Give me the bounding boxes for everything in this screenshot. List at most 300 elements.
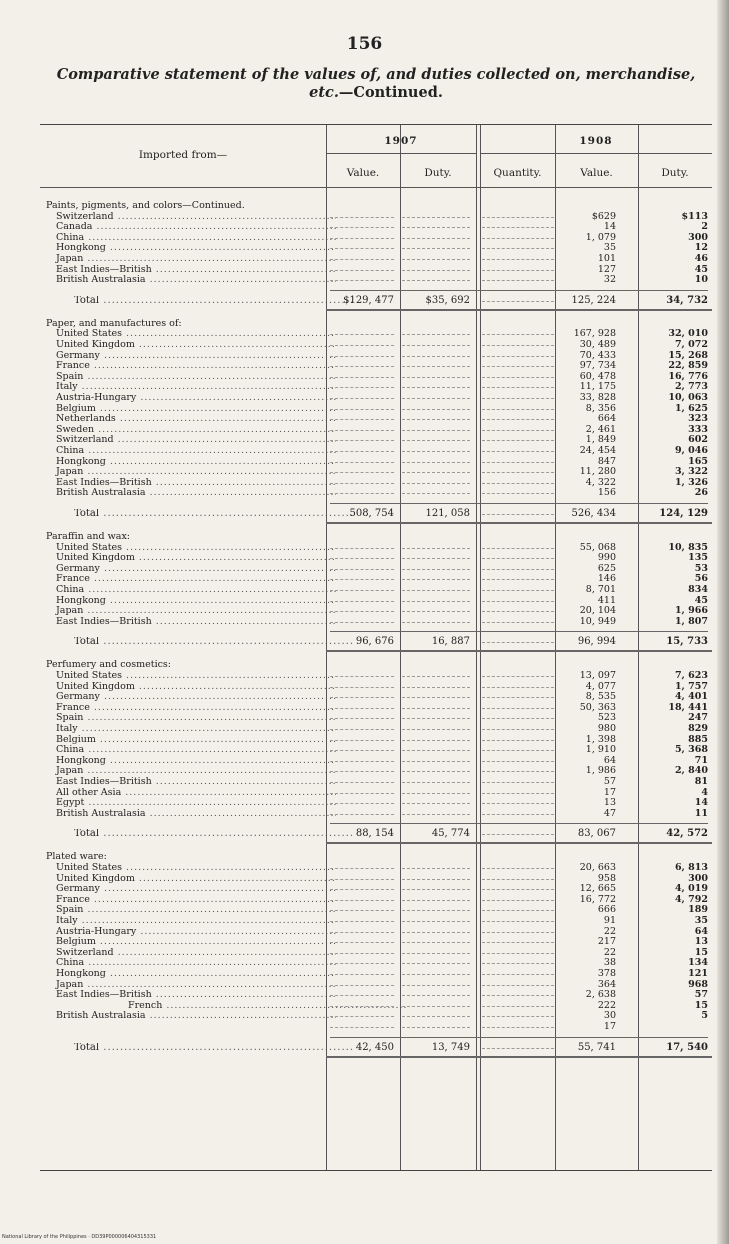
empty-cell-leader xyxy=(482,735,554,741)
table-row xyxy=(40,905,712,915)
empty-cell-leader xyxy=(402,351,470,357)
row-label: Italy ..... xyxy=(48,916,336,926)
duty-1908: 16, 776 xyxy=(668,370,708,382)
row-label: British Australasia ..... xyxy=(48,1011,336,1021)
empty-cell-leader xyxy=(482,969,554,975)
empty-cell-leader xyxy=(330,222,394,228)
section-title xyxy=(40,201,712,211)
row-label: British Australasia ..... xyxy=(48,809,336,819)
value-1908: 20, 104 xyxy=(579,605,616,617)
row-label xyxy=(48,1022,336,1032)
empty-cell-leader xyxy=(482,265,554,271)
row-label: Switzerland ..... xyxy=(48,948,336,958)
section-title-text: Paraffin and wax: xyxy=(46,531,130,542)
empty-cell-leader xyxy=(402,372,470,378)
empty-cell-leader xyxy=(330,798,394,804)
duty-1908: 1, 966 xyxy=(674,605,708,617)
row-label: Switzerland ..... xyxy=(48,435,336,445)
row-label: Netherlands ..... xyxy=(48,414,336,424)
table-row xyxy=(40,254,712,264)
empty-cell-leader xyxy=(402,766,470,772)
total-rule xyxy=(330,823,708,824)
title-continued: —Continued. xyxy=(338,84,443,101)
title-line-1: Comparative statement of the values of, and duties collected on, merchandise, xyxy=(56,66,696,83)
empty-cell-leader xyxy=(482,809,554,815)
duty-1908: 4, 019 xyxy=(674,883,708,895)
empty-cell-leader xyxy=(482,916,554,922)
empty-cell-leader xyxy=(330,948,394,954)
empty-cell-leader xyxy=(482,884,554,890)
table-row xyxy=(40,766,712,776)
table-row xyxy=(40,713,712,723)
empty-cell-leader xyxy=(330,329,394,335)
table-row xyxy=(40,543,712,553)
empty-cell-leader xyxy=(482,617,554,623)
title-line-2 xyxy=(40,84,712,102)
empty-cell-leader xyxy=(402,606,470,612)
empty-cell-leader xyxy=(402,275,470,281)
empty-cell-leader xyxy=(402,927,470,933)
empty-cell-leader xyxy=(330,745,394,751)
total-double-rule xyxy=(326,650,712,652)
value-1908: 146 xyxy=(597,573,616,585)
empty-cell-leader xyxy=(482,446,554,452)
duty-1908: 45 xyxy=(694,263,708,275)
empty-cell-leader xyxy=(402,948,470,954)
empty-cell-leader xyxy=(402,969,470,975)
empty-cell-leader xyxy=(482,703,554,709)
empty-cell-leader xyxy=(330,1011,394,1017)
empty-cell-leader xyxy=(330,703,394,709)
empty-cell-leader xyxy=(330,275,394,281)
duty-1908: 26 xyxy=(694,487,708,499)
empty-cell-leader xyxy=(330,351,394,357)
empty-cell-leader xyxy=(482,895,554,901)
row-label: Japan ..... xyxy=(48,606,336,616)
section-title xyxy=(40,852,712,862)
row-label: France ..... xyxy=(48,703,336,713)
duty-1908: 121 xyxy=(688,968,708,979)
value-1908-total: 55, 741 xyxy=(577,1041,616,1053)
empty-cell-leader xyxy=(330,927,394,933)
empty-cell-leader xyxy=(402,340,470,346)
empty-cell-leader xyxy=(330,863,394,869)
empty-cell-leader xyxy=(330,564,394,570)
empty-cell-leader xyxy=(330,488,394,494)
empty-cell-leader xyxy=(402,990,470,996)
empty-cell-leader xyxy=(402,265,470,271)
row-label: Japan ..... xyxy=(48,254,336,264)
row-label: British Australasia ..... xyxy=(48,275,336,285)
row-label: Spain ..... xyxy=(48,372,336,382)
row-label: France ..... xyxy=(48,574,336,584)
row-label: China ..... xyxy=(48,585,336,595)
section-title-text: Perfumery and cosmetics: xyxy=(46,659,172,671)
empty-cell-leader xyxy=(330,1022,394,1028)
row-label: Italy ..... xyxy=(48,724,336,734)
row-label: Germany ..... xyxy=(48,692,336,702)
empty-cell-leader xyxy=(402,937,470,943)
empty-cell-leader xyxy=(330,212,394,218)
empty-cell-leader xyxy=(482,478,554,484)
duty-1908: 10 xyxy=(694,274,708,286)
row-label: Canada ..... xyxy=(48,222,336,232)
value-1908: 364 xyxy=(597,978,616,990)
comparative-statement-table xyxy=(40,124,712,1171)
empty-cell-leader xyxy=(330,969,394,975)
empty-cell-leader xyxy=(402,863,470,869)
duty-1908: 247 xyxy=(688,712,708,724)
empty-cell-leader xyxy=(402,243,470,249)
empty-cell-leader xyxy=(402,596,470,602)
duty-1908-total: 17, 540 xyxy=(666,1041,708,1053)
value-1908: 70, 433 xyxy=(579,349,616,361)
duty-1908: 81 xyxy=(694,776,708,787)
value-1908: 1, 398 xyxy=(585,733,616,745)
duty-1908: 834 xyxy=(688,584,708,595)
row-label: Hongkong ..... xyxy=(48,596,336,606)
duty-1908: 64 xyxy=(694,925,708,937)
empty-cell-leader xyxy=(330,713,394,719)
value-1908: 411 xyxy=(597,594,616,606)
table-row xyxy=(40,874,712,884)
empty-cell-leader xyxy=(330,682,394,688)
empty-cell-leader xyxy=(482,777,554,783)
total-rule xyxy=(330,631,708,632)
empty-cell-leader xyxy=(482,393,554,399)
header-quantity-1908: Quantity. xyxy=(493,167,542,179)
total-label: Total ..... xyxy=(48,509,354,519)
row-label: Germany ..... xyxy=(48,351,336,361)
row-label: East Indies—British ..... xyxy=(48,777,336,787)
table-row xyxy=(40,435,712,445)
empty-cell-leader xyxy=(482,980,554,986)
value-1908: 24, 454 xyxy=(579,445,616,456)
header-year-1908: 1908 xyxy=(579,135,613,147)
empty-cell-leader xyxy=(402,798,470,804)
value-1908: 14 xyxy=(603,221,616,233)
footer-attribution: National Library of the Philippines · DD39P000006404315331 xyxy=(2,1234,157,1240)
page-edge-shadow xyxy=(717,0,729,1244)
row-label: Switzerland ..... xyxy=(48,212,336,222)
table-row xyxy=(40,948,712,958)
value-1907-total: 42, 450 xyxy=(355,1041,394,1053)
empty-cell-leader xyxy=(482,543,554,549)
duty-1908: $113 xyxy=(681,210,708,222)
value-1908: 8, 701 xyxy=(585,584,616,595)
empty-cell-leader xyxy=(402,756,470,762)
duty-1908: 4 xyxy=(701,786,708,798)
duty-1908: 2, 773 xyxy=(674,381,708,393)
empty-cell-leader xyxy=(402,564,470,570)
empty-cell-leader xyxy=(330,596,394,602)
empty-cell-leader xyxy=(402,425,470,431)
empty-cell-leader xyxy=(402,884,470,890)
header-value-1908: Value. xyxy=(580,167,613,179)
empty-cell-leader xyxy=(402,382,470,388)
header-rule-1907 xyxy=(326,153,476,154)
value-1908: 4, 322 xyxy=(585,476,616,488)
empty-cell-leader xyxy=(482,212,554,218)
value-1908: 22 xyxy=(603,925,616,937)
empty-cell-leader xyxy=(482,990,554,996)
value-1907-total: 88, 154 xyxy=(355,828,394,840)
empty-cell-leader xyxy=(482,829,554,835)
table-row xyxy=(40,777,712,787)
duty-1908: 12 xyxy=(694,242,708,254)
value-1908: 33, 828 xyxy=(579,392,616,403)
duty-1908: 15 xyxy=(694,999,708,1011)
table-row xyxy=(40,382,712,392)
total-row xyxy=(40,829,712,839)
duty-1908-total: 34, 732 xyxy=(666,294,708,306)
duty-1907-total: 13, 749 xyxy=(431,1041,470,1053)
table-row xyxy=(40,1022,712,1032)
empty-cell-leader xyxy=(330,446,394,452)
table-row xyxy=(40,671,712,681)
duty-1908: 333 xyxy=(688,423,708,435)
table-row xyxy=(40,937,712,947)
table-row xyxy=(40,617,712,627)
value-1908: 64 xyxy=(603,754,616,766)
empty-cell-leader xyxy=(482,788,554,794)
table-row xyxy=(40,969,712,979)
row-label: Sweden ..... xyxy=(48,425,336,435)
empty-cell-leader xyxy=(330,340,394,346)
row-label: Austria-Hungary ..... xyxy=(48,393,336,403)
row-label: Japan ..... xyxy=(48,467,336,477)
empty-cell-leader xyxy=(482,435,554,441)
empty-cell-leader xyxy=(482,222,554,228)
row-label: United Kingdom ..... xyxy=(48,682,336,692)
empty-cell-leader xyxy=(402,895,470,901)
empty-cell-leader xyxy=(330,905,394,911)
row-label: East Indies—British ..... xyxy=(48,617,336,627)
empty-cell-leader xyxy=(402,916,470,922)
value-1908: 2, 638 xyxy=(585,989,616,1001)
total-row xyxy=(40,1043,712,1053)
empty-cell-leader xyxy=(330,553,394,559)
duty-1908: 32, 010 xyxy=(668,328,708,340)
duty-1908: 9, 046 xyxy=(674,445,708,456)
empty-cell-leader xyxy=(482,425,554,431)
value-1908: 30, 489 xyxy=(579,339,616,350)
value-1908-total: 96, 994 xyxy=(577,636,616,648)
value-1908: 378 xyxy=(597,968,616,979)
row-label: United States ..... xyxy=(48,863,336,873)
table-row xyxy=(40,553,712,563)
table-row xyxy=(40,425,712,435)
value-1908: 8, 535 xyxy=(585,691,616,703)
table-row xyxy=(40,927,712,937)
value-1908: 97, 734 xyxy=(579,360,616,372)
empty-cell-leader xyxy=(482,372,554,378)
empty-cell-leader xyxy=(402,713,470,719)
total-rule xyxy=(330,290,708,291)
row-label: United States ..... xyxy=(48,671,336,681)
duty-1908: 2 xyxy=(701,221,708,233)
value-1908: 22 xyxy=(603,946,616,958)
value-1908: 990 xyxy=(597,552,616,564)
header-imported-from: Imported from— xyxy=(138,149,228,161)
value-1908: 958 xyxy=(597,872,616,884)
empty-cell-leader xyxy=(482,863,554,869)
table-row xyxy=(40,446,712,456)
empty-cell-leader xyxy=(402,553,470,559)
table-row xyxy=(40,703,712,713)
value-1908: 38 xyxy=(603,957,616,969)
table-row xyxy=(40,467,712,477)
empty-cell-leader xyxy=(330,243,394,249)
total-label: Total ..... xyxy=(48,637,354,647)
table-row xyxy=(40,745,712,755)
empty-cell-leader xyxy=(482,243,554,249)
empty-cell-leader xyxy=(482,340,554,346)
empty-cell-leader xyxy=(482,467,554,473)
section-title-text: Paints, pigments, and colors—Continued. xyxy=(46,200,245,211)
empty-cell-leader xyxy=(330,777,394,783)
value-1908-total: 526, 434 xyxy=(571,508,616,519)
empty-cell-leader xyxy=(330,372,394,378)
value-1908: 11, 175 xyxy=(579,381,616,393)
empty-cell-leader xyxy=(482,351,554,357)
duty-1907-total: 45, 774 xyxy=(431,828,470,840)
empty-cell-leader xyxy=(330,435,394,441)
row-label: Germany ..... xyxy=(48,564,336,574)
empty-cell-leader xyxy=(330,1001,394,1007)
empty-cell-leader xyxy=(482,382,554,388)
page-title xyxy=(40,66,712,102)
duty-1908: 323 xyxy=(688,413,708,425)
value-1908: 60, 478 xyxy=(579,370,616,382)
value-1908: 1, 849 xyxy=(585,434,616,446)
empty-cell-leader xyxy=(482,637,554,643)
duty-1908 xyxy=(624,1022,708,1032)
row-label: Hongkong ..... xyxy=(48,457,336,467)
row-label: China ..... xyxy=(48,446,336,456)
table-row xyxy=(40,329,712,339)
value-1908: 13, 097 xyxy=(579,670,616,681)
row-label: French ..... xyxy=(48,1001,408,1011)
empty-cell-leader xyxy=(482,756,554,762)
empty-cell-leader xyxy=(330,724,394,730)
empty-cell-leader xyxy=(482,254,554,260)
table-row xyxy=(40,340,712,350)
value-1908: 32 xyxy=(603,274,616,286)
empty-cell-leader xyxy=(402,671,470,677)
empty-cell-leader xyxy=(402,585,470,591)
duty-1908: 189 xyxy=(688,904,708,916)
table-row xyxy=(40,414,712,424)
empty-cell-leader xyxy=(330,937,394,943)
duty-1908: 1, 326 xyxy=(674,476,708,488)
empty-cell-leader xyxy=(330,980,394,986)
value-1908: 50, 363 xyxy=(579,701,616,713)
duty-1908: 4, 401 xyxy=(674,691,708,703)
table-row xyxy=(40,372,712,382)
value-1908: 127 xyxy=(597,263,616,275)
row-label: Egypt ..... xyxy=(48,798,336,808)
duty-1908: 885 xyxy=(688,733,708,745)
duty-1908: 3, 322 xyxy=(674,466,708,478)
value-1908: 101 xyxy=(597,253,616,264)
duty-1908: 71 xyxy=(694,754,708,766)
table-row xyxy=(40,574,712,584)
empty-cell-leader xyxy=(402,692,470,698)
total-double-rule xyxy=(326,1056,712,1058)
empty-cell-leader xyxy=(402,254,470,260)
header-value-1907: Value. xyxy=(346,167,380,179)
value-1908: 4, 077 xyxy=(585,680,616,692)
table-row xyxy=(40,393,712,403)
duty-1908: 46 xyxy=(694,253,708,264)
table-row xyxy=(40,1001,712,1011)
empty-cell-leader xyxy=(482,564,554,570)
duty-1908: 15, 268 xyxy=(668,349,708,361)
duty-1908: 829 xyxy=(688,723,708,734)
empty-cell-leader xyxy=(482,692,554,698)
empty-cell-leader xyxy=(402,1022,470,1028)
empty-cell-leader xyxy=(482,682,554,688)
empty-cell-leader xyxy=(330,692,394,698)
table-row xyxy=(40,724,712,734)
empty-cell-leader xyxy=(482,1001,554,1007)
duty-1908: 5, 368 xyxy=(674,744,708,756)
duty-1908: 135 xyxy=(688,552,708,564)
empty-cell-leader xyxy=(330,414,394,420)
value-1907-total: $129, 477 xyxy=(343,294,394,306)
value-1908: 55, 068 xyxy=(579,541,616,553)
empty-cell-leader xyxy=(482,233,554,239)
value-1908: 664 xyxy=(597,413,616,425)
value-1908: 10, 949 xyxy=(579,615,616,627)
empty-cell-leader xyxy=(482,798,554,804)
empty-cell-leader xyxy=(402,958,470,964)
header-rule-1908 xyxy=(480,153,712,154)
section-title-text: Paper, and manufactures of: xyxy=(46,317,182,329)
empty-cell-leader xyxy=(330,756,394,762)
empty-cell-leader xyxy=(482,296,554,302)
value-1908: 666 xyxy=(597,904,616,916)
value-1908-total: 83, 067 xyxy=(577,828,616,840)
duty-1908: 1, 757 xyxy=(674,680,708,692)
value-1908: 11, 280 xyxy=(579,466,616,478)
empty-cell-leader xyxy=(402,574,470,580)
row-label: United Kingdom ..... xyxy=(48,340,336,350)
table-row xyxy=(40,361,712,371)
table-row xyxy=(40,275,712,285)
empty-cell-leader xyxy=(402,1001,470,1007)
table-row xyxy=(40,958,712,968)
value-1908: 12, 665 xyxy=(579,883,616,895)
empty-cell-leader xyxy=(482,509,554,515)
total-rule xyxy=(330,1037,708,1038)
section-title xyxy=(40,319,712,329)
table-row xyxy=(40,895,712,905)
empty-cell-leader xyxy=(330,574,394,580)
duty-1908: 968 xyxy=(688,978,708,990)
empty-cell-leader xyxy=(330,671,394,677)
duty-1908: 18, 441 xyxy=(668,701,708,713)
duty-1908: 4, 792 xyxy=(674,893,708,905)
empty-cell-leader xyxy=(402,874,470,880)
empty-cell-leader xyxy=(330,990,394,996)
empty-cell-leader xyxy=(330,543,394,549)
row-label: Hongkong ..... xyxy=(48,243,336,253)
empty-cell-leader xyxy=(330,425,394,431)
table-row xyxy=(40,798,712,808)
empty-cell-leader xyxy=(482,404,554,410)
